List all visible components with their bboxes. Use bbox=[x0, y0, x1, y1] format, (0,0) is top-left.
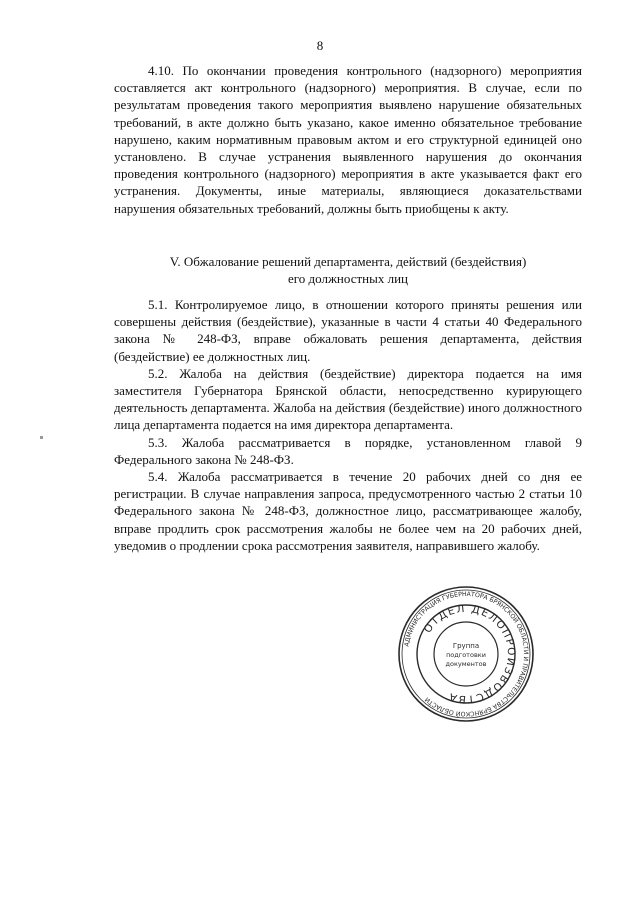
paragraph-5-1: 5.1. Контролируемое лицо, в отношении которого приняты решения или совершены действия (бездействие), указанные в части 4 статьи 40 Федерального закона № 248-ФЗ, вправе обжаловать решения департамента, действия (бездействие) ее должностных лиц. bbox=[114, 297, 582, 364]
margin-mark bbox=[40, 436, 43, 439]
stamp-seal-graphic bbox=[396, 584, 536, 724]
page-number: 8 bbox=[316, 38, 324, 53]
paragraph-5-4: 5.4. Жалоба рассматривается в течение 20 рабочих дней со дня ее регистрации. В случае направления запроса, предусмотренного частью 2 статьи 10 Федерального закона № 248-ФЗ, должностное лицо, рассматривающее жалобу, вправе продлить срок рассмотрения жалобы не более чем на 20 рабочих дней, уведомив о продлении срока рассмотрения заявителя, направившего жалобу. bbox=[114, 469, 582, 553]
paragraph-5-2: 5.2. Жалоба на действия (бездействие) директора подается на имя заместителя Губернатора Брянской области, непосредственно курирующего деятельность департамента. Жалоба на действия (бездействие) иного должностного лица департамента подается на имя директора департамента. bbox=[114, 365, 582, 433]
section-4-text bbox=[114, 62, 582, 217]
paragraph-4-10: 4.10. По окончании проведения контрольного (надзорного) мероприятия составляется акт контрольного (надзорного) мероприятия. В случае, если по результатам проведения такого мероприятия выявлено нарушение обязательных требований, в акте должно быть указано, какое именно обязательное требование нарушено, каким нормативным правовым актом и его структурной единицей оно установлено. В случае устранения выявленного нарушения до окончания проведения контрольного (надзорного) мероприятия в акте указывается факт его устранения. Документы, иные материалы, являющиеся доказательствами нарушения обязательных требований, должны быть приобщены к акту. bbox=[114, 63, 582, 216]
stamp-middle-text: ОТДЕЛ ДЕЛОПРОИЗВОДСТВА bbox=[421, 602, 518, 706]
stamp-center-line-3: документов bbox=[445, 660, 487, 668]
stamp-center-line-1: Группа bbox=[452, 642, 480, 650]
stamp-center-line-2: подготовки bbox=[446, 651, 486, 659]
section-5-text bbox=[114, 296, 582, 554]
official-stamp bbox=[396, 584, 536, 724]
section-5-heading-line-2: его должностных лиц bbox=[287, 271, 408, 287]
section-5-heading bbox=[114, 253, 582, 287]
stamp-outer-text: АДМИНИСТРАЦИЯ ГУБЕРНАТОРА БРЯНСКОЙ ОБЛАСТИ И ПРАВИТЕЛЬСТВА БРЯНСКОЙ ОБЛАСТИ bbox=[403, 590, 530, 718]
section-5-heading-line-1: V. Обжалование решений департамента, действий (бездействия) bbox=[169, 254, 527, 269]
paragraph-5-3: 5.3. Жалоба рассматривается в порядке, установленном главой 9 Федерального закона № 248-ФЗ. bbox=[114, 434, 582, 467]
